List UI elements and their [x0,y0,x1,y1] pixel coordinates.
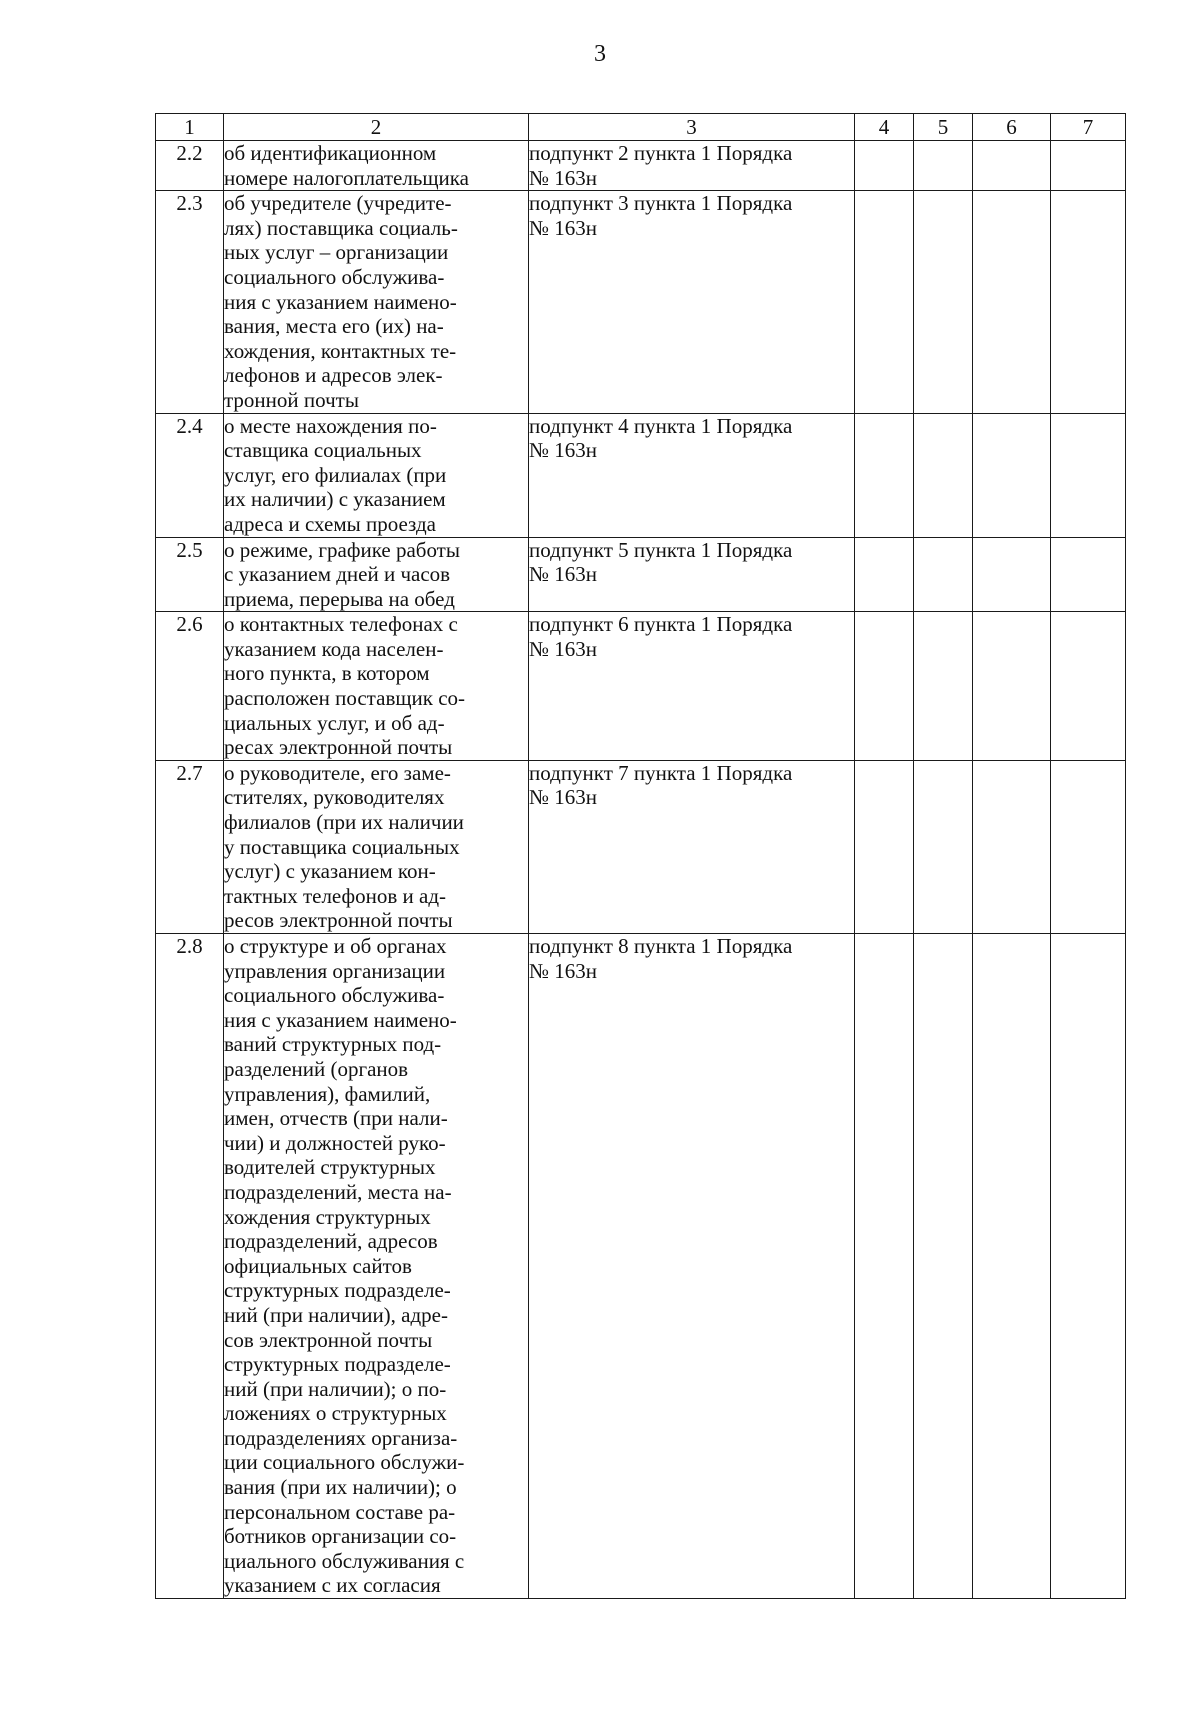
row-cell-col-5 [914,934,973,1599]
row-cell-col-4 [855,141,914,191]
row-cell-col-5 [914,191,973,413]
row-cell-col-7 [1051,612,1126,761]
row-description: о контактных телефонах с указанием кода населен- ного пункта, в котором расположен поставщик со- циальных услуг, и об ад- ресах электронной почты [224,612,529,761]
table-row [156,934,1126,1599]
row-description: об учредителе (учредите- лях) поставщика социаль- ных услуг – организации социального обслужива- ния с указанием наимено- вания, места его (их) на- хождения, контактных те- лефонов и адресов элек- тронной почты [224,191,529,413]
row-cell-col-4 [855,537,914,612]
row-cell-col-5 [914,413,973,537]
row-cell-col-6 [973,141,1051,191]
row-cell-col-5 [914,760,973,933]
row-cell-col-7 [1051,934,1126,1599]
row-cell-col-4 [855,191,914,413]
row-description: о режиме, графике работы с указанием дней и часов приема, перерыва на обед [224,537,529,612]
page-number: 3 [594,41,606,67]
row-cell-col-4 [855,612,914,761]
row-cell-col-4 [855,760,914,933]
row-legal-basis: подпункт 5 пункта 1 Порядка № 163н [529,537,855,612]
requirements-table [155,113,1126,1599]
table-row [156,191,1126,413]
column-header-4: 4 [855,114,914,141]
row-number: 2.7 [156,760,224,933]
row-cell-col-7 [1051,760,1126,933]
row-number: 2.3 [156,191,224,413]
table-row [156,760,1126,933]
table-row [156,612,1126,761]
row-cell-col-4 [855,934,914,1599]
row-cell-col-6 [973,413,1051,537]
column-header-2: 2 [224,114,529,141]
row-cell-col-7 [1051,141,1126,191]
column-header-5: 5 [914,114,973,141]
row-legal-basis: подпункт 8 пункта 1 Порядка № 163н [529,934,855,1599]
row-cell-col-7 [1051,191,1126,413]
row-cell-col-6 [973,934,1051,1599]
row-number: 2.5 [156,537,224,612]
column-header-3: 3 [529,114,855,141]
row-cell-col-6 [973,760,1051,933]
row-legal-basis: подпункт 6 пункта 1 Порядка № 163н [529,612,855,761]
row-description: об идентификационном номере налогоплательщика [224,141,529,191]
row-description: о руководителе, его заме- стителях, руководителях филиалов (при их наличии у поставщика социальных услуг) с указанием кон- тактных телефонов и ад- ресов электронной почты [224,760,529,933]
row-cell-col-5 [914,612,973,761]
row-legal-basis: подпункт 2 пункта 1 Порядка № 163н [529,141,855,191]
row-cell-col-7 [1051,413,1126,537]
row-cell-col-7 [1051,537,1126,612]
column-header-6: 6 [973,114,1051,141]
row-number: 2.2 [156,141,224,191]
row-cell-col-5 [914,141,973,191]
row-legal-basis: подпункт 7 пункта 1 Порядка № 163н [529,760,855,933]
row-description: о структуре и об органах управления организации социального обслужива- ния с указанием наимено- ваний структурных под- разделений (органов управления), фамилий, имен, отчеств (при нали- чии) и должностей руко- водителей структурных подразделений, места на- хождения структурных подразделений, адресов официальных сайтов структурных подразделе- ний (при наличии), адре- сов электронной почты структурных подразделе- ний (при наличии); о по- ложениях о структурных подразделениях организа- ции социального обслужи- вания (при их наличии); о персональном составе ра- ботников организации со- циального обслуживания с указанием с их согласия [224,934,529,1599]
row-number: 2.6 [156,612,224,761]
table-body [156,141,1126,1599]
table-header-row [156,114,1126,141]
row-number: 2.8 [156,934,224,1599]
row-legal-basis: подпункт 4 пункта 1 Порядка № 163н [529,413,855,537]
row-legal-basis: подпункт 3 пункта 1 Порядка № 163н [529,191,855,413]
column-header-7: 7 [1051,114,1126,141]
row-cell-col-5 [914,537,973,612]
table-row [156,413,1126,537]
table-row [156,141,1126,191]
row-cell-col-6 [973,191,1051,413]
row-number: 2.4 [156,413,224,537]
row-description: о месте нахождения по- ставщика социальных услуг, его филиалах (при их наличии) с указанием адреса и схемы проезда [224,413,529,537]
row-cell-col-6 [973,612,1051,761]
row-cell-col-6 [973,537,1051,612]
column-header-1: 1 [156,114,224,141]
table-row [156,537,1126,612]
row-cell-col-4 [855,413,914,537]
